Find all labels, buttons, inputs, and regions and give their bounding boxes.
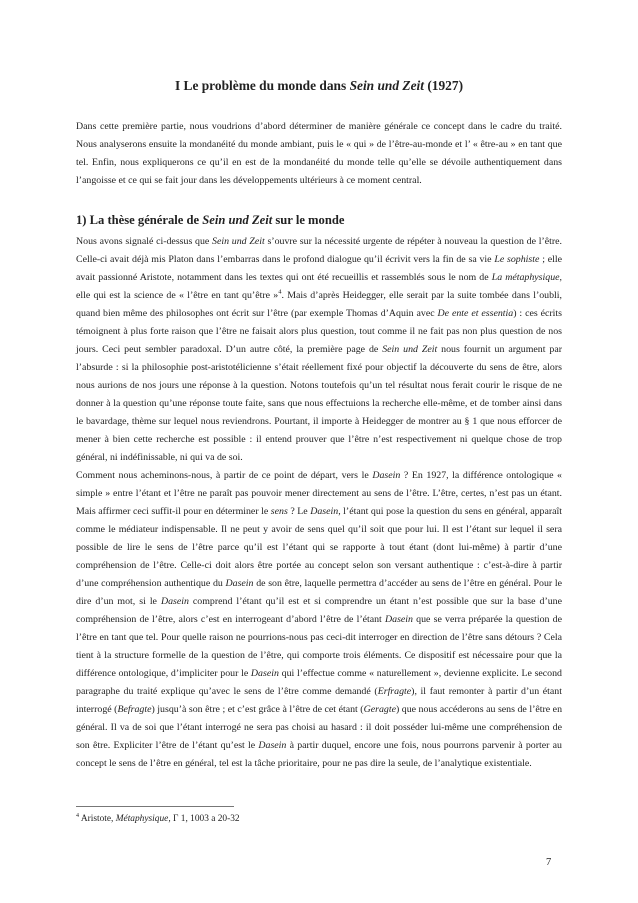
italic-run: Dasein — [258, 740, 287, 751]
italic-run: Sein und Zeit — [212, 236, 265, 247]
section-title-suffix: sur le monde — [272, 213, 345, 227]
section-title-work: Sein und Zeit — [202, 213, 273, 227]
text-run: . Mais d’après Heidegger, elle serait par la suite tombée dans l’oubli, quand bien même des philosophes ont écrit sur l’être (par exemple Thomas d’Aquin avec — [76, 290, 563, 319]
italic-run: Geragte — [363, 704, 396, 715]
italic-run: Le sophiste — [494, 254, 540, 265]
italic-run: Erfragte — [377, 686, 412, 697]
chapter-title — [0, 77, 638, 95]
text-run: que se verra préparée la question de l’être en tant que tel. Pour quelle raison ne pourrions-nous pas ceci-dit interroger en direction de l’être sans détours ? Cela tient à la structure formelle de la question de l’être, qui comporte trois éléments. Ce dispositif est nécessaire pour que la différence ontologique, d’impliciter pour le — [76, 614, 562, 679]
text-run: , Γ 1, 1003 a 20-32 — [168, 814, 240, 824]
text-run: à partir duquel, encore une fois, nous pourrons parvenir à porter au concept le sens de l’être en général, tel est la tâche prioritaire, pour ne pas dire la seule, de l’analytique existentiale. — [76, 740, 562, 769]
italic-run: Sein und Zeit — [382, 344, 438, 355]
text-run: ), il faut remonter à partir d’un étant interrogé ( — [76, 686, 562, 715]
italic-run: Dasein — [372, 470, 401, 481]
body-paragraph-1 — [76, 233, 562, 467]
text-run: ) : ces écrits témoignent à plus forte raison que l’être ne faisait alors plus question, tout comme il ne fait pas non plus question de nos jours. Ceci peut sembler paradoxal. D’un autre côté, la première page de — [76, 308, 563, 355]
text-run: , l’étant qui pose la question du sens en général, apparaît comme le médiateur indispensable. Il ne peut y avoir de sens quel qu’il soit que pour lui. Il est l’étant sur lequel il sera possible de lire le sens de l’être parce qu’il est l’étant qui se rapporte à tout étant (dont lui-même) à partir d’une compréhension de l’être. Celle-ci doit alors être portée au concept selon son versant authentique : c’est-à-dire à partir d’une compréhension authentique du — [76, 506, 562, 589]
text-run: , elle qui est la science de « l’être en tant qu’être » — [76, 272, 562, 301]
italic-run: Dasein — [225, 578, 254, 589]
italic-run: Métaphysique — [115, 814, 169, 824]
text-run: ? Le — [287, 506, 311, 517]
text-run: ) que nous accéderons au sens de l’être en général. Il va de soi que l’étant interrogé ne sera pas choisi au hasard : il doit posséder lui-même une compréhension de son être. Expliciter l’être de l’étant qu’est le — [76, 704, 563, 751]
italic-run: Dasein — [385, 614, 413, 625]
chapter-title-prefix: I Le problème du monde dans — [174, 78, 350, 93]
text-run: s’ouvre sur la nécessité urgente de répéter à nouveau la question de l’être. Celle-ci avait déjà mis Platon dans l’embarras dans le profond dialogue qu’il écrivit vers la fin de sa vie — [76, 236, 562, 265]
text-run: Comment nous acheminons-nous, à partir de ce point de départ, vers le — [76, 470, 373, 481]
footnote-divider — [76, 806, 234, 807]
intro-paragraph: Dans cette première partie, nous voudrions d’abord déterminer de manière générale ce concept dans le cadre du traité. Nous analyserons ensuite la mondanéité du monde ambiant, puis le « qui » de l’être-au-monde et l’ « être-au » en tant que tel. Enfin, nous expliquerons ce qu’il en est de la mondanéité du monde telle qu’elle se dévoile authentiquement dans l’angoisse et ce qui se fait jour dans les développements ultérieurs à ce moment central. — [76, 121, 562, 186]
text-run: Aristote, — [79, 814, 116, 824]
italic-run: Dasein — [160, 596, 189, 607]
chapter-title-year: (1927) — [423, 78, 464, 93]
italic-run: Dasein — [250, 668, 279, 679]
section-title-prefix: 1) La thèse générale de — [76, 213, 203, 227]
chapter-title-work: Sein und Zeit — [349, 78, 424, 93]
intro-block — [76, 118, 562, 190]
italic-run: De ente et essentia — [437, 308, 514, 319]
text-run: ? En 1927, la différence ontologique « simple » entre l’étant et l’être ne paraît pas pouvoir mener directement au sens de l’être. L’être, certes, n’est pas un étant. Mais affirmer ceci suffit-il pour en déterminer le — [76, 470, 562, 517]
text-run: nous fournit un argument par l’absurde : si la philosophie post-aristotélicienne s’était réellement fixé pour objectif la découverte du sens de être, alors nous aurions de nos jours une réponse à la question. Notons toutefois qu’un tel résultat nous ferait courir le risque de ne donner à la question qu’une réponse toute faite, sans que nous effectuions la recherche elle-même, et de tomber ainsi dans le bavardage, thème sur lequel nous reviendrons. Pourtant, il importe à Heidegger de montrer au § 1 que nous efforcer de mener à bien cette recherche est possible : il entend prouver que l’être n’est respectivement ni quelque chose de trop général, ni indéfinissable, ni qui va de soi. — [76, 344, 562, 463]
italic-run: Dasein — [310, 506, 339, 517]
text-run: ; elle avait passionné Aristote, notamment dans les textes qui ont été recueillis et rassemblés sous le nom de — [76, 254, 562, 283]
page-number: 7 — [546, 857, 552, 868]
text-run: qui l’effectue comme « naturellement », devienne explicite. Le second paragraphe du traité explique qu’avec le sens de l’être comme demandé ( — [76, 668, 562, 697]
footnote-reference: 4 — [278, 288, 282, 296]
text-run: de son être, laquelle permettra d’accéder au sens de l’être en général. Pour le dire d’un mot, si le — [76, 578, 562, 607]
italic-run: sens — [270, 506, 288, 517]
italic-run: Befragte — [117, 704, 152, 715]
section-body — [76, 233, 562, 773]
text-run: comprend l’étant qu’il est et si comprendre un étant n’est possible que sur la base d’une compréhension de l’être, alors c’est en interrogeant d’abord l’être de l’étant — [76, 596, 563, 625]
text-run: ) jusqu’à son être ; et c’est grâce à l’être de cet étant ( — [151, 704, 364, 715]
footnote-number: 4 — [76, 812, 79, 819]
text-run: Nous avons signalé ci-dessus que — [76, 236, 213, 247]
footnote — [76, 812, 240, 826]
section-title — [76, 211, 344, 229]
italic-run: La métaphysique — [491, 272, 560, 283]
body-paragraph-2 — [76, 467, 562, 773]
